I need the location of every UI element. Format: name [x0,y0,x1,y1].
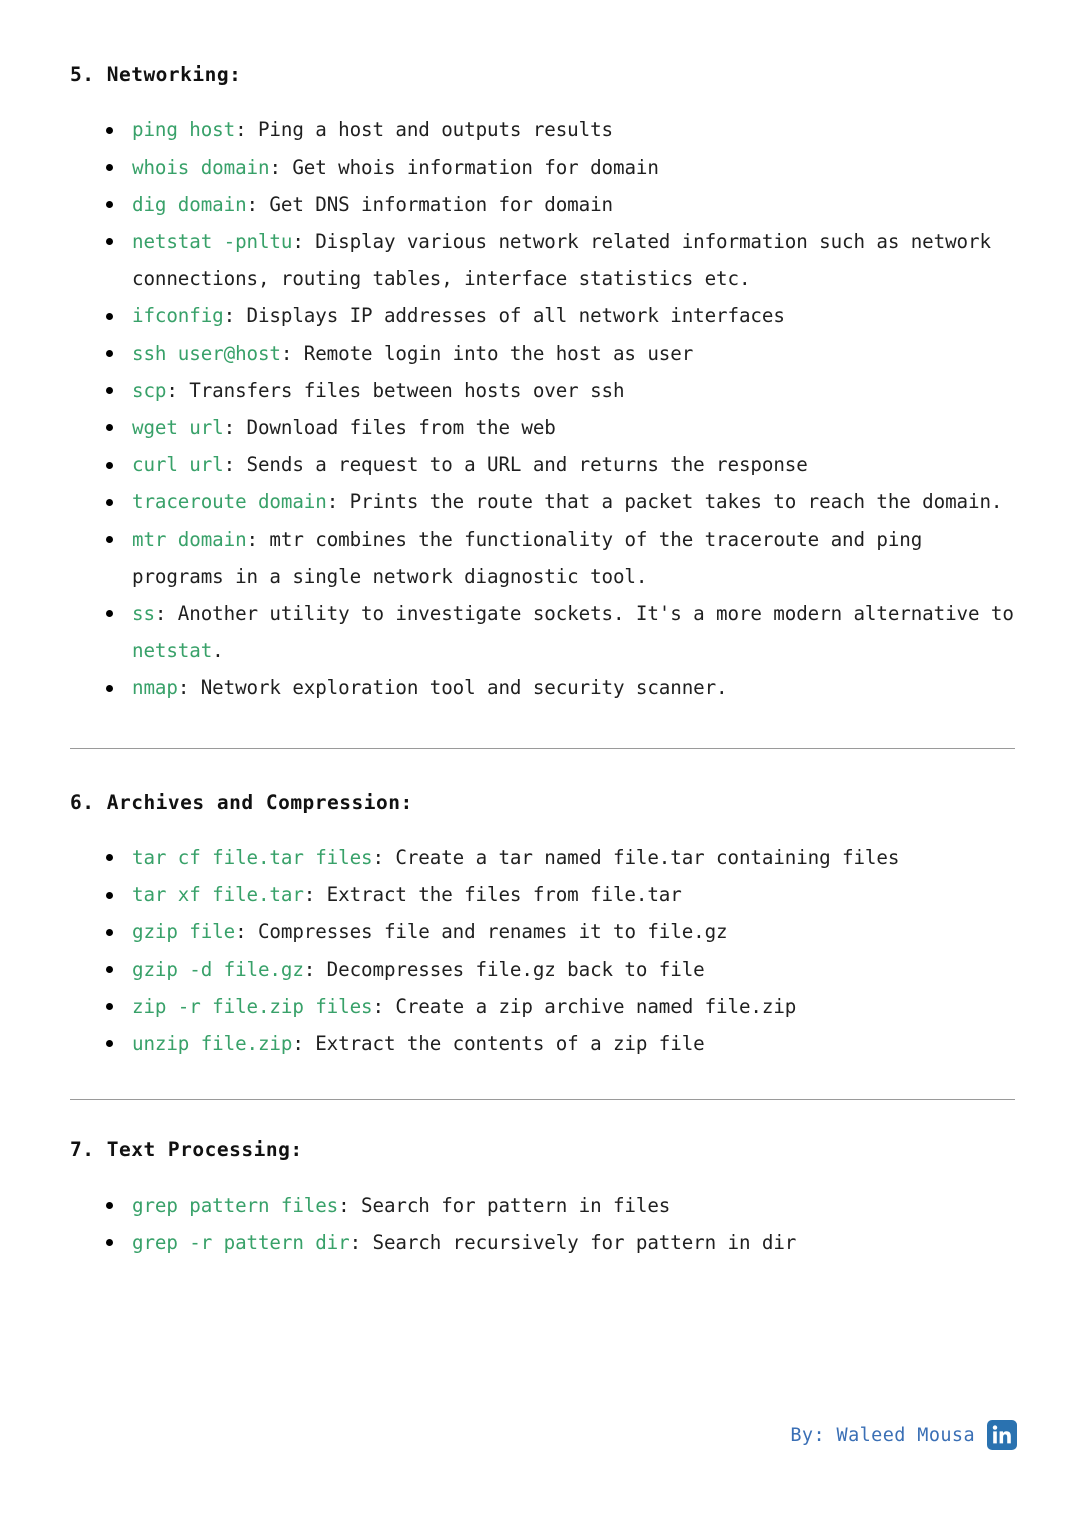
list-item [70,186,1017,223]
command-text: tar xf file.tar [132,883,304,907]
section-networking [70,62,1017,707]
list-item [70,111,1017,148]
command-text: scp [132,378,167,402]
command-description: : Another utility to investigate sockets. It's a more modern alternative to [154,601,1014,625]
command-text: grep -r pattern dir [132,1230,350,1254]
command-description: : Prints the route that a packet takes to reach the domain. [326,490,1003,514]
command-description: : Ping a host and outputs results [235,118,613,142]
command-text: dig domain [132,192,247,216]
command-description: : Get DNS information for domain [246,192,613,216]
author-credit: By: Waleed Mousa [790,1424,975,1446]
command-description: : Search recursively for pattern in dir [349,1230,797,1254]
command-text: traceroute domain [132,490,327,514]
list-item [70,595,1017,669]
command-description: : Sends a request to a URL and returns the response [223,453,808,477]
command-text: nmap [132,676,178,700]
section-text-processing [70,1137,1017,1261]
list-item [70,1187,1017,1224]
command-list-text-processing [70,1187,1017,1261]
command-text: curl url [132,453,224,477]
command-text: ssh user@host [132,341,281,365]
list-item [70,913,1017,950]
command-text: zip -r file.zip files [132,994,373,1018]
list-item [70,446,1017,483]
list-item [70,839,1017,876]
command-text: ping host [132,118,236,142]
command-description: : Transfers files between hosts over ssh [166,378,625,402]
command-text: unzip file.zip [132,1031,293,1055]
command-text: gzip -d file.gz [132,957,304,981]
command-description: : mtr combines the functionality of the traceroute and ping programs in a single network diagnostic tool. [132,527,923,588]
section-heading: 6. Archives and Compression: [70,790,413,814]
inline-command-text: netstat [132,639,213,663]
list-item [70,483,1017,520]
command-description: : Create a zip archive named file.zip [372,994,797,1018]
command-description: : Compresses file and renames it to file.gz [235,920,728,944]
list-item [70,409,1017,446]
command-text: ss [132,601,155,625]
list-item [70,149,1017,186]
command-list-networking [70,111,1017,706]
list-item [70,521,1017,595]
list-item [70,876,1017,913]
command-description: : Download files from the web [223,415,556,439]
section-heading: 5. Networking: [70,63,242,86]
list-item [70,335,1017,372]
spacer [70,1062,1017,1099]
spacer [70,1100,1017,1137]
command-description: : Create a tar named file.tar containing files [372,845,900,869]
section-heading: 7. Text Processing: [70,1138,303,1162]
list-item [70,669,1017,706]
list-item [70,297,1017,334]
command-description: : Decompresses file.gz back to file [303,957,705,981]
spacer [70,707,1017,748]
command-description: : Get whois information for domain [269,155,659,179]
command-text: wget url [132,415,224,439]
command-description: : Remote login into the host as user [280,341,694,365]
command-text: ifconfig [132,304,224,328]
list-item [70,951,1017,988]
command-text: grep pattern files [132,1193,339,1217]
list-item [70,1224,1017,1261]
command-text: tar cf file.tar files [132,845,373,869]
command-text: mtr domain [132,527,247,551]
command-description: : Extract the contents of a zip file [292,1031,705,1055]
spacer [70,749,1017,790]
command-text: gzip file [132,920,236,944]
list-item [70,1025,1017,1062]
command-description: : Extract the files from file.tar [303,883,682,907]
command-description: : Displays IP addresses of all network interfaces [223,304,785,328]
list-item [70,223,1017,297]
command-description: : Network exploration tool and security scanner. [177,676,728,700]
list-item [70,988,1017,1025]
list-item [70,372,1017,409]
command-description: : Search for pattern in files [338,1193,671,1217]
command-description: : Display various network related information such as network connections, routing tables, interface statistics etc. [132,229,991,291]
command-list-archives [70,839,1017,1062]
command-text: whois domain [132,155,270,179]
command-text: netstat -pnltu [132,229,293,253]
command-description-tail: . [212,639,224,663]
linkedin-icon[interactable] [987,1420,1017,1450]
section-archives-compression [70,790,1017,1063]
footer-byline [790,1420,1017,1450]
